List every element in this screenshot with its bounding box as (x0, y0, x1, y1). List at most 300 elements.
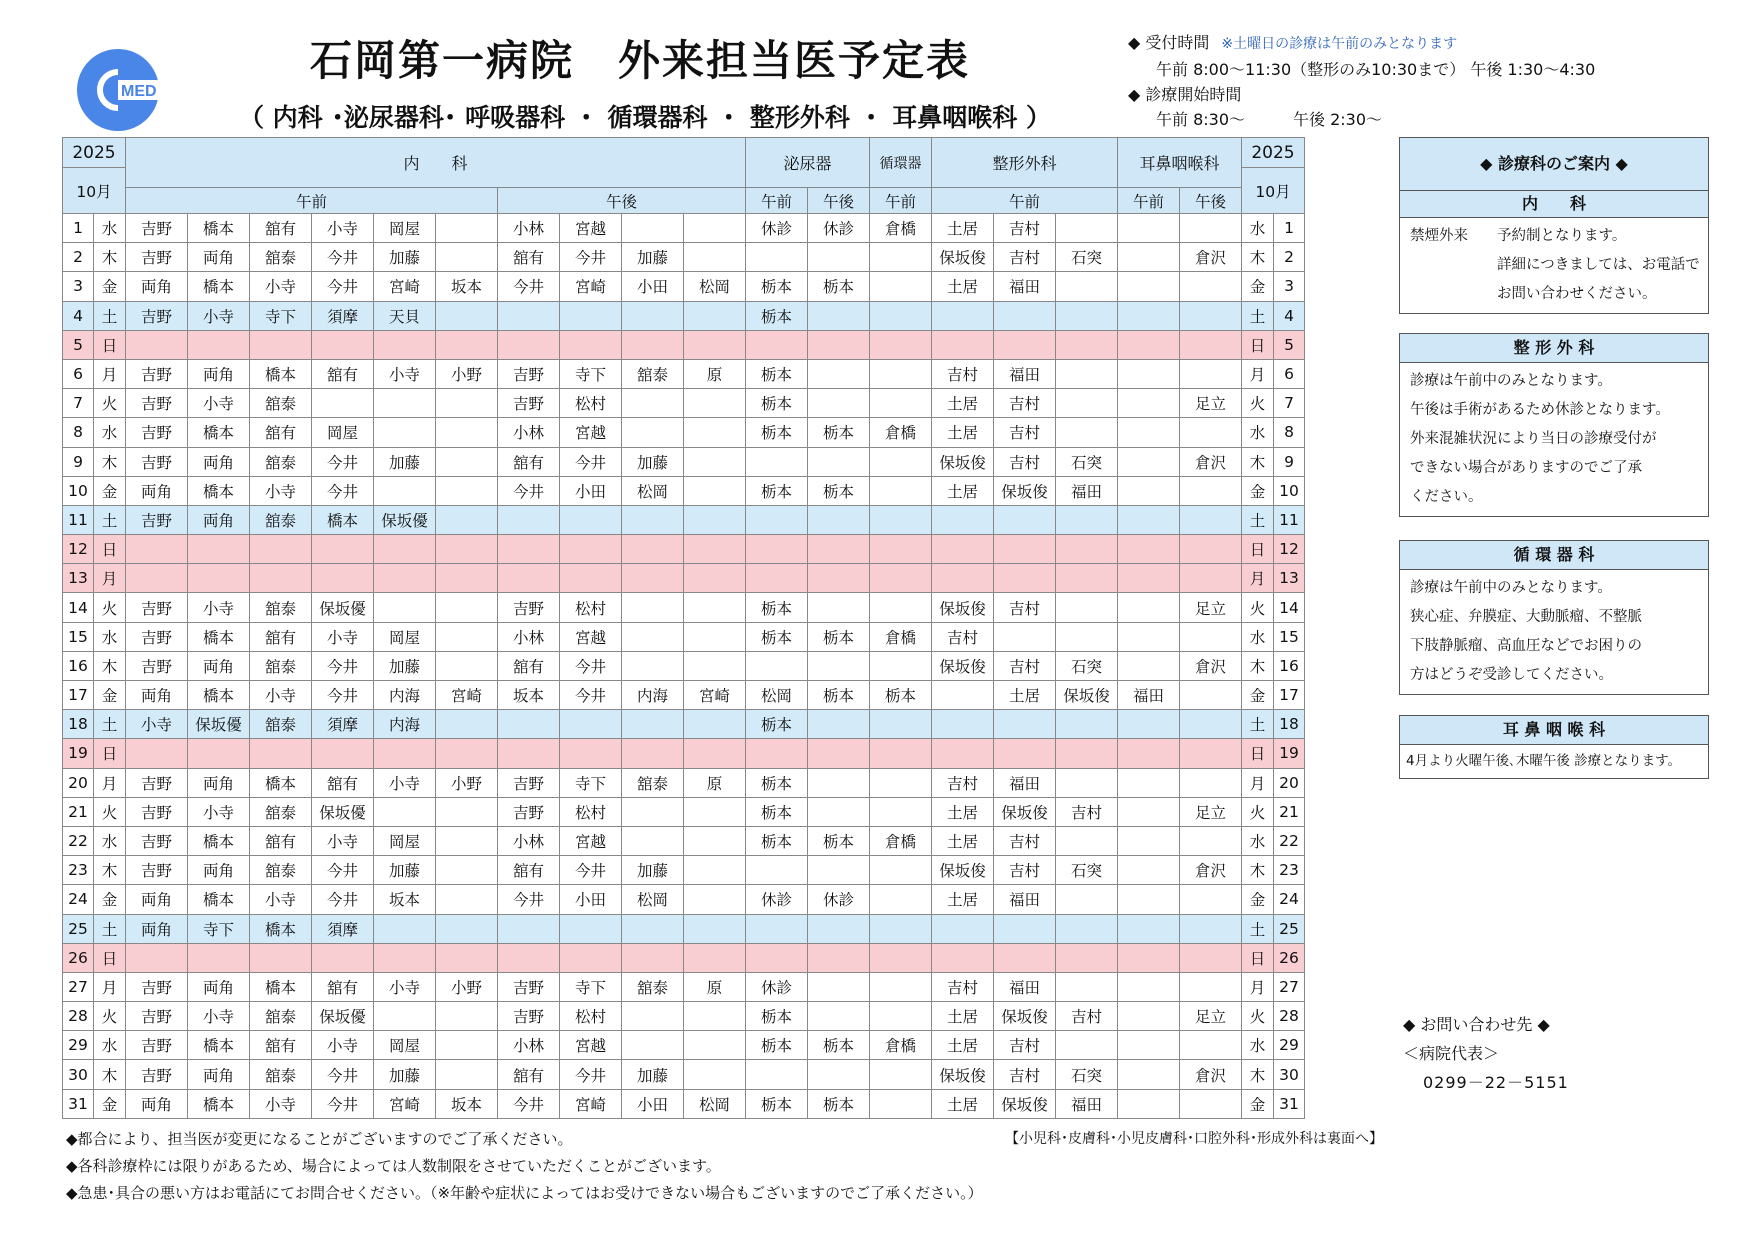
doctor-cell (1118, 418, 1180, 447)
doctor-cell: 橋本 (250, 359, 312, 388)
doctor-cell: 吉村 (1056, 797, 1118, 826)
doctor-cell: 橋本 (188, 272, 250, 301)
doctor-cell: 吉野 (126, 826, 188, 855)
doctor-cell: 内海 (374, 681, 436, 710)
doctor-cell: 栃本 (808, 826, 870, 855)
doctor-cell: 土居 (932, 797, 994, 826)
doctor-cell: 保坂俊 (932, 243, 994, 272)
day-number: 15 (1274, 622, 1305, 651)
doctor-cell (684, 564, 746, 593)
page-title: 石岡第一病院 外来担当医予定表 (309, 36, 970, 85)
doctor-cell (994, 622, 1056, 651)
day-number: 21 (63, 797, 94, 826)
hospital-logo (75, 45, 165, 135)
doctor-cell (1056, 330, 1118, 359)
contact-info (1403, 1010, 1569, 1097)
doctor-cell: 今井 (498, 476, 560, 505)
doctor-cell (250, 564, 312, 593)
ent-box (1399, 715, 1709, 779)
doctor-cell: 松岡 (684, 272, 746, 301)
cardio-title: 循 環 器 科 (1400, 541, 1708, 570)
schedule-row (63, 943, 1305, 972)
doctor-cell: 小寺 (188, 301, 250, 330)
doctor-cell (684, 505, 746, 534)
doctor-cell: 小寺 (374, 768, 436, 797)
day-number: 12 (63, 535, 94, 564)
doctor-cell (1118, 1060, 1180, 1089)
doctor-cell: 土居 (932, 1031, 994, 1060)
doctor-cell: 吉野 (126, 856, 188, 885)
doctor-cell (1118, 651, 1180, 680)
day-number: 20 (63, 768, 94, 797)
doctor-cell (312, 389, 374, 418)
doctor-cell (808, 389, 870, 418)
doctor-cell (808, 330, 870, 359)
weekday: 月 (1242, 564, 1274, 593)
doctor-cell: 岡屋 (374, 826, 436, 855)
naika-text (1400, 218, 1708, 313)
weekday: 水 (1242, 418, 1274, 447)
doctor-cell: 舘有 (498, 856, 560, 885)
doctor-cell (1118, 1002, 1180, 1031)
day-number: 5 (63, 330, 94, 359)
doctor-cell: 吉野 (126, 505, 188, 534)
day-number: 26 (63, 943, 94, 972)
weekday: 金 (1242, 681, 1274, 710)
doctor-cell (1180, 301, 1242, 330)
doctor-cell (1180, 681, 1242, 710)
doctor-cell: 加藤 (622, 856, 684, 885)
doctor-cell (1180, 943, 1242, 972)
doctor-cell: 休診 (746, 972, 808, 1001)
doctor-cell: 寺下 (560, 768, 622, 797)
ortho-line: 午後は手術があるため休診となります。 (1410, 402, 1670, 418)
doctor-cell: 宮崎 (560, 1089, 622, 1118)
guide-title: ◆ 診療科のご案内 ◆ (1400, 138, 1708, 191)
doctor-cell: 倉沢 (1180, 1060, 1242, 1089)
doctor-cell: 吉村 (994, 826, 1056, 855)
doctor-cell: 土居 (932, 826, 994, 855)
doctor-cell (1056, 214, 1118, 243)
doctor-cell: 松岡 (746, 681, 808, 710)
doctor-cell (374, 418, 436, 447)
doctor-cell (932, 505, 994, 534)
doctor-cell: 吉野 (498, 389, 560, 418)
doctor-cell: 栃本 (746, 593, 808, 622)
doctor-cell: 保坂俊 (932, 856, 994, 885)
doctor-cell (746, 330, 808, 359)
doctor-cell (1118, 826, 1180, 855)
day-number: 17 (63, 681, 94, 710)
doctor-cell (436, 564, 498, 593)
doctor-cell (1056, 739, 1118, 768)
doctor-cell: 土居 (932, 389, 994, 418)
doctor-cell (188, 739, 250, 768)
weekday: 金 (94, 885, 126, 914)
schedule-row (63, 681, 1305, 710)
weekday: 木 (1242, 447, 1274, 476)
doctor-cell: 両角 (188, 856, 250, 885)
doctor-cell (374, 943, 436, 972)
doctor-cell (808, 535, 870, 564)
doctor-cell (1056, 505, 1118, 534)
doctor-cell (870, 1089, 932, 1118)
doctor-cell: 小寺 (250, 272, 312, 301)
footer-note-3: ◆急患･具合の悪い方はお電話にてお問合せください。（※年齢や症状によってはお受けできない場合もございますのでご了承ください。） (66, 1184, 983, 1202)
doctor-cell: 小寺 (188, 797, 250, 826)
doctor-cell (994, 330, 1056, 359)
doctor-cell: 保坂俊 (994, 1002, 1056, 1031)
reception-note: ※土曜日の診療は午前のみとなります (1221, 36, 1458, 52)
doctor-cell: 吉野 (126, 651, 188, 680)
doctor-cell: 福田 (994, 972, 1056, 1001)
doctor-cell: 倉橋 (870, 622, 932, 651)
schedule-body (63, 214, 1305, 1119)
doctor-cell: 両角 (126, 681, 188, 710)
doctor-cell (994, 505, 1056, 534)
dept-cardio: 循環器 (870, 138, 932, 188)
day-number: 14 (63, 593, 94, 622)
schedule-row (63, 564, 1305, 593)
doctor-cell: 今井 (312, 651, 374, 680)
doctor-cell: 舘泰 (622, 768, 684, 797)
doctor-cell: 吉野 (126, 418, 188, 447)
weekday: 月 (94, 359, 126, 388)
doctor-cell (808, 710, 870, 739)
doctor-cell: 休診 (746, 214, 808, 243)
doctor-cell: 今井 (312, 272, 374, 301)
doctor-cell (808, 593, 870, 622)
doctor-cell (436, 535, 498, 564)
doctor-cell: 栃本 (808, 622, 870, 651)
doctor-cell (1056, 826, 1118, 855)
day-number: 31 (1274, 1089, 1305, 1118)
doctor-cell: 石突 (1056, 856, 1118, 885)
doctor-cell: 吉野 (126, 389, 188, 418)
doctor-cell: 小寺 (250, 1089, 312, 1118)
doctor-cell (932, 535, 994, 564)
cardio-line: 下肢静脈瘤、高血圧などでお困りの (1410, 638, 1642, 654)
doctor-cell (622, 505, 684, 534)
day-number: 6 (63, 359, 94, 388)
doctor-cell: 栃本 (746, 476, 808, 505)
doctor-cell (932, 301, 994, 330)
doctor-cell: 舘泰 (250, 1002, 312, 1031)
doctor-cell: 石突 (1056, 651, 1118, 680)
cardio-text (1400, 570, 1708, 694)
weekday: 月 (1242, 768, 1274, 797)
doctor-cell: 小寺 (374, 359, 436, 388)
doctor-cell: 加藤 (374, 651, 436, 680)
schedule-row (63, 826, 1305, 855)
schedule-row (63, 272, 1305, 301)
doctor-cell: 倉橋 (870, 418, 932, 447)
doctor-cell (1118, 739, 1180, 768)
day-number: 30 (1274, 1060, 1305, 1089)
doctor-cell (374, 593, 436, 622)
doctor-cell: 舘泰 (250, 593, 312, 622)
doctor-cell (870, 505, 932, 534)
day-number: 27 (63, 972, 94, 1001)
weekday: 火 (94, 1002, 126, 1031)
weekday: 日 (94, 739, 126, 768)
doctor-cell: 加藤 (622, 1060, 684, 1089)
dept-naika: 内 科 (126, 138, 746, 188)
doctor-cell (684, 826, 746, 855)
schedule-row (63, 739, 1305, 768)
doctor-cell: 舘有 (250, 418, 312, 447)
doctor-cell (436, 943, 498, 972)
doctor-cell: 橋本 (188, 418, 250, 447)
doctor-cell (1118, 768, 1180, 797)
doctor-cell: 小寺 (374, 972, 436, 1001)
doctor-cell (560, 710, 622, 739)
doctor-cell (1118, 301, 1180, 330)
doctor-cell: 石突 (1056, 447, 1118, 476)
day-number: 14 (1274, 593, 1305, 622)
doctor-cell (684, 418, 746, 447)
doctor-cell: 栃本 (746, 418, 808, 447)
doctor-cell: 吉村 (1056, 1002, 1118, 1031)
month-left: 10月 (63, 168, 126, 214)
doctor-cell: 天貝 (374, 301, 436, 330)
day-number: 26 (1274, 943, 1305, 972)
doctor-cell (1056, 710, 1118, 739)
doctor-cell (622, 739, 684, 768)
doctor-cell: 今井 (312, 1089, 374, 1118)
doctor-cell: 舘泰 (250, 856, 312, 885)
doctor-cell: 小寺 (312, 622, 374, 651)
doctor-cell: 坂本 (374, 885, 436, 914)
doctor-cell: 小田 (560, 476, 622, 505)
weekday: 木 (94, 243, 126, 272)
weekday: 木 (1242, 1060, 1274, 1089)
doctor-cell (1180, 710, 1242, 739)
ortho-text (1400, 363, 1708, 516)
doctor-cell: 橋本 (312, 505, 374, 534)
doctor-cell (870, 359, 932, 388)
doctor-cell (374, 330, 436, 359)
doctor-cell: 内海 (622, 681, 684, 710)
doctor-cell (684, 1031, 746, 1060)
doctor-cell (436, 1031, 498, 1060)
weekday: 金 (94, 681, 126, 710)
weekday: 水 (94, 1031, 126, 1060)
doctor-cell (188, 330, 250, 359)
doctor-cell (808, 856, 870, 885)
doctor-cell (808, 768, 870, 797)
doctor-cell: 両角 (126, 476, 188, 505)
doctor-cell: 舘有 (250, 622, 312, 651)
doctor-cell (684, 856, 746, 885)
doctor-cell: 岡屋 (374, 214, 436, 243)
day-number: 2 (1274, 243, 1305, 272)
doctor-cell (1180, 476, 1242, 505)
weekday: 金 (94, 272, 126, 301)
doctor-cell: 小寺 (188, 593, 250, 622)
doctor-cell: 加藤 (374, 447, 436, 476)
doctor-cell (870, 885, 932, 914)
doctor-cell: 倉沢 (1180, 651, 1242, 680)
urology-am: 午前 (746, 188, 808, 214)
ortho-line: ください。 (1410, 489, 1483, 505)
doctor-cell (436, 593, 498, 622)
doctor-cell (374, 535, 436, 564)
doctor-cell (436, 243, 498, 272)
doctor-cell (1056, 301, 1118, 330)
day-number: 11 (1274, 505, 1305, 534)
ortho-line: できない場合がありますのでご了承 (1410, 460, 1642, 476)
doctor-cell (1180, 885, 1242, 914)
doctor-cell (684, 243, 746, 272)
doctor-cell (870, 914, 932, 943)
ent-pm: 午後 (1180, 188, 1242, 214)
day-number: 21 (1274, 797, 1305, 826)
doctor-cell: 保坂俊 (932, 1060, 994, 1089)
doctor-cell (1180, 622, 1242, 651)
doctor-cell (1180, 505, 1242, 534)
doctor-cell: 寺下 (560, 972, 622, 1001)
doctor-cell: 原 (684, 768, 746, 797)
doctor-cell: 栃本 (746, 1089, 808, 1118)
doctor-cell: 両角 (188, 651, 250, 680)
naika-pm: 午後 (498, 188, 746, 214)
dept-urology: 泌尿器 (746, 138, 870, 188)
doctor-cell (126, 564, 188, 593)
doctor-cell (250, 535, 312, 564)
weekday: 木 (94, 447, 126, 476)
doctor-cell: 宮越 (560, 418, 622, 447)
weekday: 土 (1242, 914, 1274, 943)
doctor-cell (436, 710, 498, 739)
doctor-cell: 吉野 (126, 622, 188, 651)
doctor-cell (1056, 622, 1118, 651)
doctor-cell: 吉村 (994, 593, 1056, 622)
weekday: 木 (94, 856, 126, 885)
weekday: 火 (1242, 1002, 1274, 1031)
doctor-cell (622, 214, 684, 243)
cardio-am: 午前 (870, 188, 932, 214)
doctor-cell: 保坂俊 (932, 593, 994, 622)
doctor-cell: 倉橋 (870, 214, 932, 243)
doctor-cell: 吉村 (932, 359, 994, 388)
doctor-cell (1180, 1089, 1242, 1118)
ent-am: 午前 (1118, 188, 1180, 214)
doctor-cell: 土居 (932, 1002, 994, 1031)
doctor-cell (1118, 885, 1180, 914)
doctor-cell (1118, 856, 1180, 885)
day-number: 8 (63, 418, 94, 447)
schedule-row (63, 622, 1305, 651)
weekday: 日 (1242, 739, 1274, 768)
doctor-cell (870, 972, 932, 1001)
doctor-cell (870, 768, 932, 797)
doctor-cell: 吉村 (994, 651, 1056, 680)
doctor-cell (374, 739, 436, 768)
doctor-cell: 舘泰 (250, 797, 312, 826)
doctor-cell (932, 710, 994, 739)
doctor-cell (684, 593, 746, 622)
doctor-cell: 松村 (560, 593, 622, 622)
dept-ent: 耳鼻咽喉科 (1118, 138, 1242, 188)
doctor-cell: 小野 (436, 359, 498, 388)
schedule-row (63, 1002, 1305, 1031)
doctor-cell (1056, 885, 1118, 914)
doctor-cell: 栃本 (808, 1089, 870, 1118)
doctor-cell: 橋本 (188, 622, 250, 651)
doctor-cell: 保坂俊 (932, 651, 994, 680)
doctor-cell: 寺下 (250, 301, 312, 330)
doctor-cell: 宮越 (560, 826, 622, 855)
doctor-cell (126, 943, 188, 972)
doctor-cell (1118, 330, 1180, 359)
doctor-cell (684, 301, 746, 330)
doctor-cell (684, 739, 746, 768)
weekday: 木 (1242, 651, 1274, 680)
day-number: 1 (63, 214, 94, 243)
doctor-cell (746, 914, 808, 943)
doctor-cell (1180, 768, 1242, 797)
doctor-cell (870, 272, 932, 301)
urology-pm: 午後 (808, 188, 870, 214)
doctor-cell (498, 914, 560, 943)
doctor-cell (1056, 1031, 1118, 1060)
year-right: 2025 (1242, 138, 1305, 168)
doctor-cell (994, 943, 1056, 972)
doctor-cell: 小田 (622, 272, 684, 301)
doctor-cell: 保坂俊 (994, 797, 1056, 826)
doctor-cell (1180, 972, 1242, 1001)
weekday: 金 (1242, 885, 1274, 914)
doctor-cell: 吉野 (126, 797, 188, 826)
weekday: 日 (94, 943, 126, 972)
doctor-cell: 舘泰 (250, 651, 312, 680)
doctor-cell (622, 301, 684, 330)
naika-line: お問い合わせください。 (1410, 286, 1657, 302)
doctor-cell: 保坂俊 (994, 1089, 1056, 1118)
doctor-cell: 舘有 (250, 214, 312, 243)
doctor-cell (498, 535, 560, 564)
doctor-cell: 今井 (560, 856, 622, 885)
doctor-cell (684, 389, 746, 418)
naika-line: 禁煙外来 予約制となります。 (1410, 228, 1627, 244)
schedule-row (63, 797, 1305, 826)
doctor-cell: 小寺 (312, 826, 374, 855)
day-number: 4 (1274, 301, 1305, 330)
day-number: 18 (1274, 710, 1305, 739)
day-number: 22 (1274, 826, 1305, 855)
doctor-cell (994, 301, 1056, 330)
doctor-cell (808, 505, 870, 534)
doctor-cell: 舘有 (498, 243, 560, 272)
doctor-cell: 今井 (560, 447, 622, 476)
day-number: 16 (1274, 651, 1305, 680)
doctor-cell: 保坂優 (312, 1002, 374, 1031)
doctor-cell: 今井 (312, 243, 374, 272)
doctor-cell (808, 243, 870, 272)
doctor-cell (622, 797, 684, 826)
doctor-cell (994, 535, 1056, 564)
doctor-cell (560, 505, 622, 534)
day-number: 28 (1274, 1002, 1305, 1031)
day-number: 3 (63, 272, 94, 301)
doctor-cell: 土居 (932, 476, 994, 505)
doctor-cell: 内海 (374, 710, 436, 739)
doctor-cell: 栃本 (746, 1031, 808, 1060)
doctor-cell: 今井 (312, 447, 374, 476)
doctor-cell: 宮崎 (374, 1089, 436, 1118)
doctor-cell: 今井 (498, 885, 560, 914)
